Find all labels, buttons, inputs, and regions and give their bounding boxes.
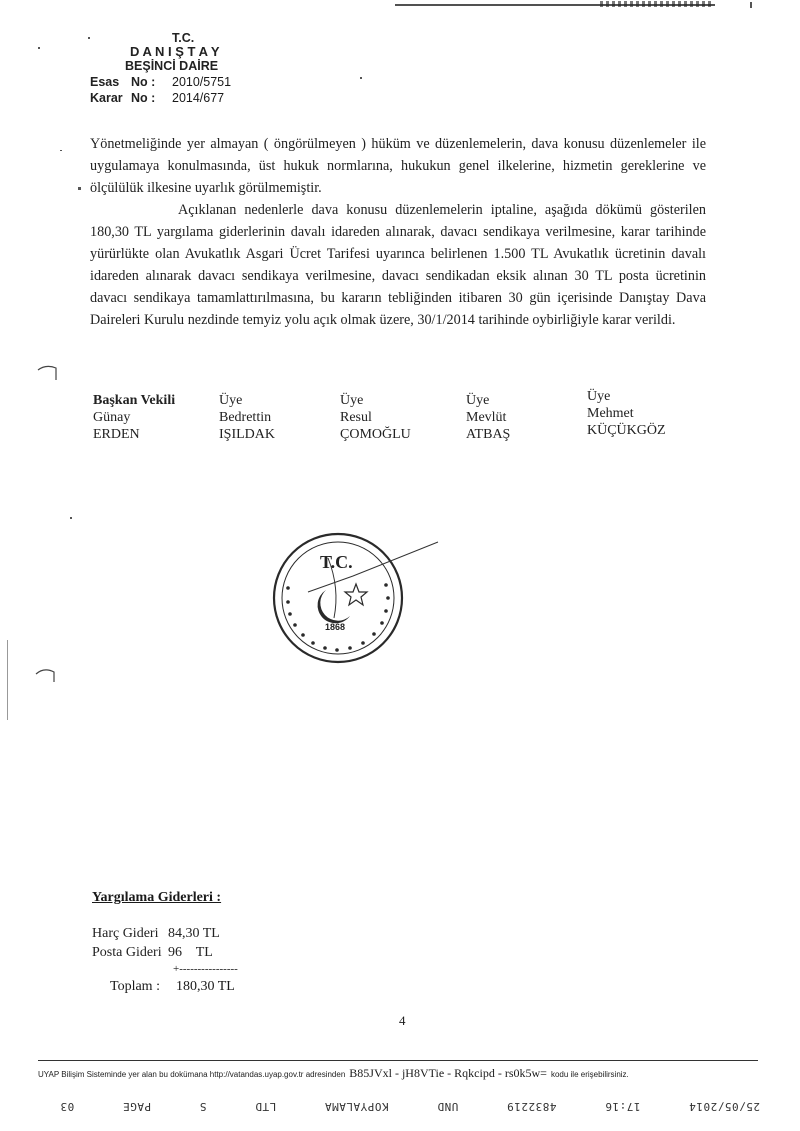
cost-amount: 84,30 TL bbox=[168, 925, 220, 941]
costs-separator: +---------------- bbox=[173, 963, 238, 975]
costs-total-amount: 180,30 TL bbox=[176, 979, 235, 994]
costs-total-label: Toplam : bbox=[110, 979, 160, 994]
signatory-role: Başkan Vekili bbox=[93, 393, 176, 408]
scan-speck bbox=[88, 37, 90, 39]
signatory-role: Üye bbox=[587, 389, 611, 404]
karar-no-label: No : bbox=[131, 91, 156, 105]
header-institution: D A N I Ş T A Y bbox=[130, 44, 220, 59]
scan-speck bbox=[750, 2, 752, 8]
table-row bbox=[92, 943, 220, 962]
margin-mark bbox=[36, 362, 60, 382]
header-tc: T.C. bbox=[172, 31, 195, 45]
body-paragraph-1: Yönetmeliğinde yer almayan ( öngörülmeyen ) hüküm ve düzenlemelerin, dava konusu düzenlemeler ile uygulamaya konulmasında, üst hukuk normlarına, hukukun genel ilkelerine, hizmetin gereklerine ve ölçülülük ilkesine uyarlık görülmemiştir. bbox=[90, 136, 706, 196]
esas-number: 2010/5751 bbox=[172, 75, 232, 89]
seal-top-text: T.C. bbox=[320, 552, 353, 572]
cost-amount: 96 TL bbox=[168, 944, 213, 960]
scan-top-artifact-dots bbox=[600, 1, 712, 7]
signatory-1 bbox=[93, 392, 175, 443]
footer-uyap-line bbox=[38, 1064, 760, 1082]
signatory-last-name: ERDEN bbox=[93, 427, 140, 442]
scan-speck bbox=[38, 47, 40, 49]
signatory-role: Üye bbox=[466, 393, 490, 408]
cost-label: Harç Gideri bbox=[92, 925, 159, 941]
margin-mark bbox=[34, 664, 58, 684]
signatory-first-name: Mevlüt bbox=[466, 410, 507, 425]
costs-title: Yargılama Giderleri : bbox=[92, 890, 222, 905]
signatory-3 bbox=[340, 392, 411, 443]
costs-table bbox=[92, 924, 220, 962]
official-seal bbox=[268, 528, 448, 668]
signatory-last-name: IŞILDAK bbox=[219, 427, 275, 442]
signatory-first-name: Resul bbox=[340, 410, 372, 425]
footer-access-code: B85JVxl - jH8VTie - Rqkcipd - rs0k5w= bbox=[349, 1066, 547, 1080]
table-row bbox=[92, 924, 220, 943]
signatory-4 bbox=[466, 392, 510, 443]
scan-speck bbox=[360, 77, 362, 79]
footer-uyap-text: UYAP Bilişim Sisteminde yer alan bu dokümana http://vatandas.uyap.gov.tr adresinden bbox=[38, 1070, 346, 1079]
page-number: 4 bbox=[399, 1013, 406, 1028]
esas-label: Esas bbox=[90, 75, 120, 89]
karar-number: 2014/677 bbox=[172, 91, 225, 105]
cost-label: Posta Gideri bbox=[92, 944, 162, 960]
signatory-first-name: Mehmet bbox=[587, 406, 634, 421]
signatory-role: Üye bbox=[219, 393, 243, 408]
footer-rule bbox=[38, 1060, 758, 1061]
signatory-last-name: KÜÇÜKGÖZ bbox=[587, 423, 666, 438]
esas-no-label: No : bbox=[131, 75, 156, 89]
header-chamber: BEŞİNCİ DAİRE bbox=[125, 59, 219, 73]
signatory-last-name: ÇOMOĞLU bbox=[340, 427, 411, 442]
scan-speck bbox=[7, 640, 8, 720]
body-paragraph-2: Açıklanan nedenlerle dava konusu düzenlemelerin iptaline, aşağıda dökümü gösterilen 180,30 TL yargılama giderlerinin davalı idareden alınarak, davacı sendikaya verilmesine, karar tarihinde yürürlükte olan Avukatlık Asgari Ücret Tarifesi uyarınca belirlenen 1.500 TL Avukatlık ücretinin davalı idareden alınarak davacı sendikaya verilmesine, davacı sendikadan eksik alınan 30 TL posta ücretinin davacı sendikaya tamamlattırılmasına, bu kararın tebliğinden itibaren 30 gün içerisinde Danıştay Dava Daireleri Kurulu nezdinde temyiz yolu açık olmak üzere, 30/1/2014 tarihinde oybirliğiyle karar verildi. bbox=[90, 202, 706, 328]
signatory-2 bbox=[219, 392, 275, 443]
fax-header-line: 25/05/2014 17:16 4832219 UND KOPYALAMA LTD S PAGE 03 bbox=[60, 1100, 760, 1113]
seal-year: 1868 bbox=[325, 622, 346, 632]
signatory-5 bbox=[587, 388, 666, 439]
scan-speck bbox=[70, 517, 72, 519]
signatory-last-name: ATBAŞ bbox=[466, 427, 511, 442]
signatory-first-name: Günay bbox=[93, 410, 131, 425]
karar-label: Karar bbox=[90, 91, 123, 105]
scan-speck bbox=[78, 187, 81, 190]
signatory-role: Üye bbox=[340, 393, 364, 408]
footer-suffix: kodu ile erişebilirsiniz. bbox=[550, 1070, 629, 1079]
scan-speck bbox=[60, 150, 62, 151]
signatory-first-name: Bedrettin bbox=[219, 410, 272, 425]
